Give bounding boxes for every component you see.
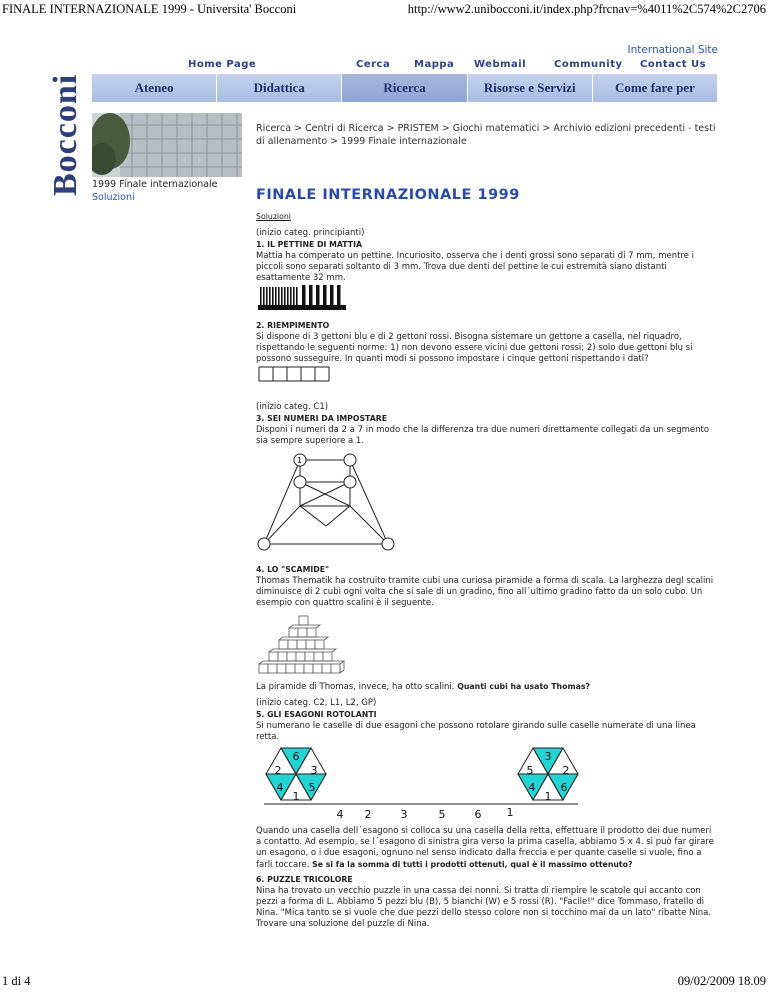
print-footer — [0, 972, 768, 992]
hex-left-cell: 5 — [308, 781, 316, 794]
hex-right-cell: 1 — [544, 790, 552, 803]
hex-left-cell: 4 — [276, 781, 284, 794]
print-datetime: 09/02/2009 18.09 — [677, 974, 766, 988]
mainnav-come-fare[interactable]: Come fare per — [593, 74, 718, 102]
logo-text: Bocconi — [47, 73, 84, 196]
topnav-contact[interactable]: Contact Us — [640, 59, 707, 70]
hex-text-block — [256, 826, 716, 871]
problem-text: Si dispone di 3 gettoni blu e di 2 gettoni rossi. Bisogna sistemare un gettone a casella, nel riquadro, rispettando le seguenti norme: 1) non devono essere vicini due gettoni rossi; 2) solo due gettoni blu si possono susseguire. In quanti modi si possono impostare i cinque gettoni rispettando i dati? — [256, 332, 693, 364]
line-number: 4 — [336, 808, 344, 821]
category-label: (inizio categ. principianti) — [256, 228, 365, 238]
problem-6 — [256, 874, 716, 930]
print-header — [0, 0, 768, 20]
topnav-community[interactable]: Community — [554, 59, 623, 70]
solutions-link[interactable]: Soluzioni — [256, 212, 291, 221]
problem-heading: 4. LO "SCAMIDE" — [256, 565, 330, 574]
problem-heading: 3. SEI NUMERI DA IMPOSTARE — [256, 414, 388, 423]
hex-right-cell: 2 — [562, 764, 570, 777]
print-page-title: FINALE INTERNAZIONALE 1999 - Universita' Bocconi — [2, 2, 297, 16]
hex-question: Se si fa la somma di tutti i prodotti ottenuti, qual è il massimo ottenuto? — [312, 860, 633, 869]
topnav-webmail[interactable]: Webmail — [474, 59, 527, 70]
problem-text: Thomas Thematik ha costruito tramite cubi una curiosa piramide a forma di scala. La larghezza degl scalini diminuisce di 2 cubi ogni volta che si sale di un gradino, fino all´ultimo gradino fatto da un solo cubo. Un esempio con quattro scalini è il seguente. — [256, 576, 714, 608]
stair-pyramid-figure — [256, 614, 352, 676]
line-number: 6 — [474, 808, 482, 821]
pyramid-caption: La piramide di Thomas, invece, ha otto scalini. — [256, 682, 455, 692]
hex-text: Quando una casella dell´esagono si colloca su una casella della retta, effettuare il prodotto dei due numeri a contatto. Ad esempio, se l´esagono di sinistra gira verso la prima casella, abbiamo 5 x 4. si può far girare un esagono, o i due esagoni, ognuno nel senso indicato dalla freccia e per quante caselle si vuole, fino a farli toccare. — [256, 826, 714, 870]
hex-left-cell: 1 — [292, 790, 300, 803]
problem-2 — [256, 320, 716, 365]
topnav-home[interactable]: Home Page — [188, 59, 257, 70]
graph-label: 1 — [297, 456, 303, 465]
problem-4 — [256, 564, 716, 609]
hex-right-cell: 3 — [544, 750, 552, 763]
problem-text: Nina ha trovato un vecchio puzzle in una cassa dei nonni. Si tratta di riempire le scatole qui accanto con pezzi a forma di L. Abbiamo 5 pezzi blu (B), 5 bianchi (W) e 5 rossi (R). "Facile!" dice Tommaso, fratello di Nina. "Mica tanto se si vuole che due pezzi dello stesso colore non si tocchino mai da un lato" ribatte Nina. Trovare una soluzione del puzzle di Nina. — [256, 886, 712, 929]
topnav-mappa[interactable]: Mappa — [414, 59, 455, 70]
problem-1 — [256, 228, 716, 284]
pyramid-question: Quanti cubi ha usato Thomas? — [457, 682, 591, 691]
problem-heading: 2. RIEMPIMENTO — [256, 321, 330, 330]
pyramid-caption-block — [256, 681, 716, 693]
problem-3 — [256, 402, 716, 447]
problem-heading: 5. GLI ESAGONI ROTOLANTI — [256, 710, 377, 719]
sidenav-current: 1999 Finale internazionale — [92, 179, 218, 190]
line-number: 1 — [506, 806, 514, 819]
mainnav-didattica[interactable]: Didattica — [217, 74, 342, 102]
international-site-link[interactable]: International Site — [627, 44, 718, 56]
breadcrumb[interactable]: Ricerca > Centri di Ricerca > PRISTEM > Giochi matematici > Archivio edizioni precedenti - testi di allenamento > 1999 Finale internazionale — [256, 123, 716, 147]
mainnav-risorse[interactable]: Risorse e Servizi — [468, 74, 593, 102]
five-cell-grid — [258, 366, 330, 382]
building-photo — [92, 113, 242, 177]
rolling-hexagons-figure — [256, 740, 586, 822]
print-url: http://www2.unibocconi.it/index.php?frcnav=%4011%2C574%2C2706 — [407, 2, 766, 16]
hex-left-cell: 2 — [274, 764, 282, 777]
line-number: 3 — [400, 808, 408, 821]
mainnav-ateneo[interactable]: Ateneo — [92, 74, 217, 102]
main-nav — [92, 74, 718, 102]
hex-right-cell: 5 — [526, 764, 534, 777]
line-number: 2 — [364, 808, 372, 821]
hex-right-cell: 4 — [528, 781, 536, 794]
sidenav-soluzioni[interactable]: Soluzioni — [92, 192, 135, 203]
bocconi-logo[interactable] — [48, 46, 84, 196]
graph-figure — [256, 448, 396, 558]
comb-figure — [256, 283, 348, 311]
page-title: FINALE INTERNAZIONALE 1999 — [256, 187, 520, 203]
problem-text: Mattia ha comperato un pettine. Incuriosito, osserva che i denti grossi sono separati di 7 mm, mentre i piccoli sono separati soltanto di 3 mm. Trova due denti del pettine le cui estremità siano distanti esattamente 32 mm. — [256, 251, 695, 283]
mainnav-ricerca[interactable]: Ricerca — [342, 74, 467, 102]
side-nav — [92, 178, 242, 204]
print-page-number: 1 di 4 — [2, 974, 31, 988]
hex-left-cell: 3 — [310, 764, 318, 777]
hex-right-cell: 6 — [560, 781, 568, 794]
category-label: (inizio categ. C1) — [256, 402, 329, 412]
problem-heading: 6. PUZZLE TRICOLORE — [256, 875, 353, 884]
problem-text: Disponi i numeri da 2 a 7 in modo che la differenza tra due numeri direttamente collegati da un segmento sia sempre superiore a 1. — [256, 425, 710, 446]
problem-text: Si numerano le caselle di due esagoni che possono rotolare girando sulle caselle numerate di una linea retta. — [256, 721, 696, 742]
topnav-cerca[interactable]: Cerca — [356, 59, 391, 70]
problem-heading: 1. IL PETTINE DI MATTIA — [256, 240, 363, 249]
category-label: (inizio categ. C2, L1, L2, GP) — [256, 698, 377, 708]
top-nav — [92, 58, 718, 75]
line-number: 5 — [438, 808, 446, 821]
problem-5 — [256, 698, 716, 743]
hex-left-cell: 6 — [292, 750, 300, 763]
